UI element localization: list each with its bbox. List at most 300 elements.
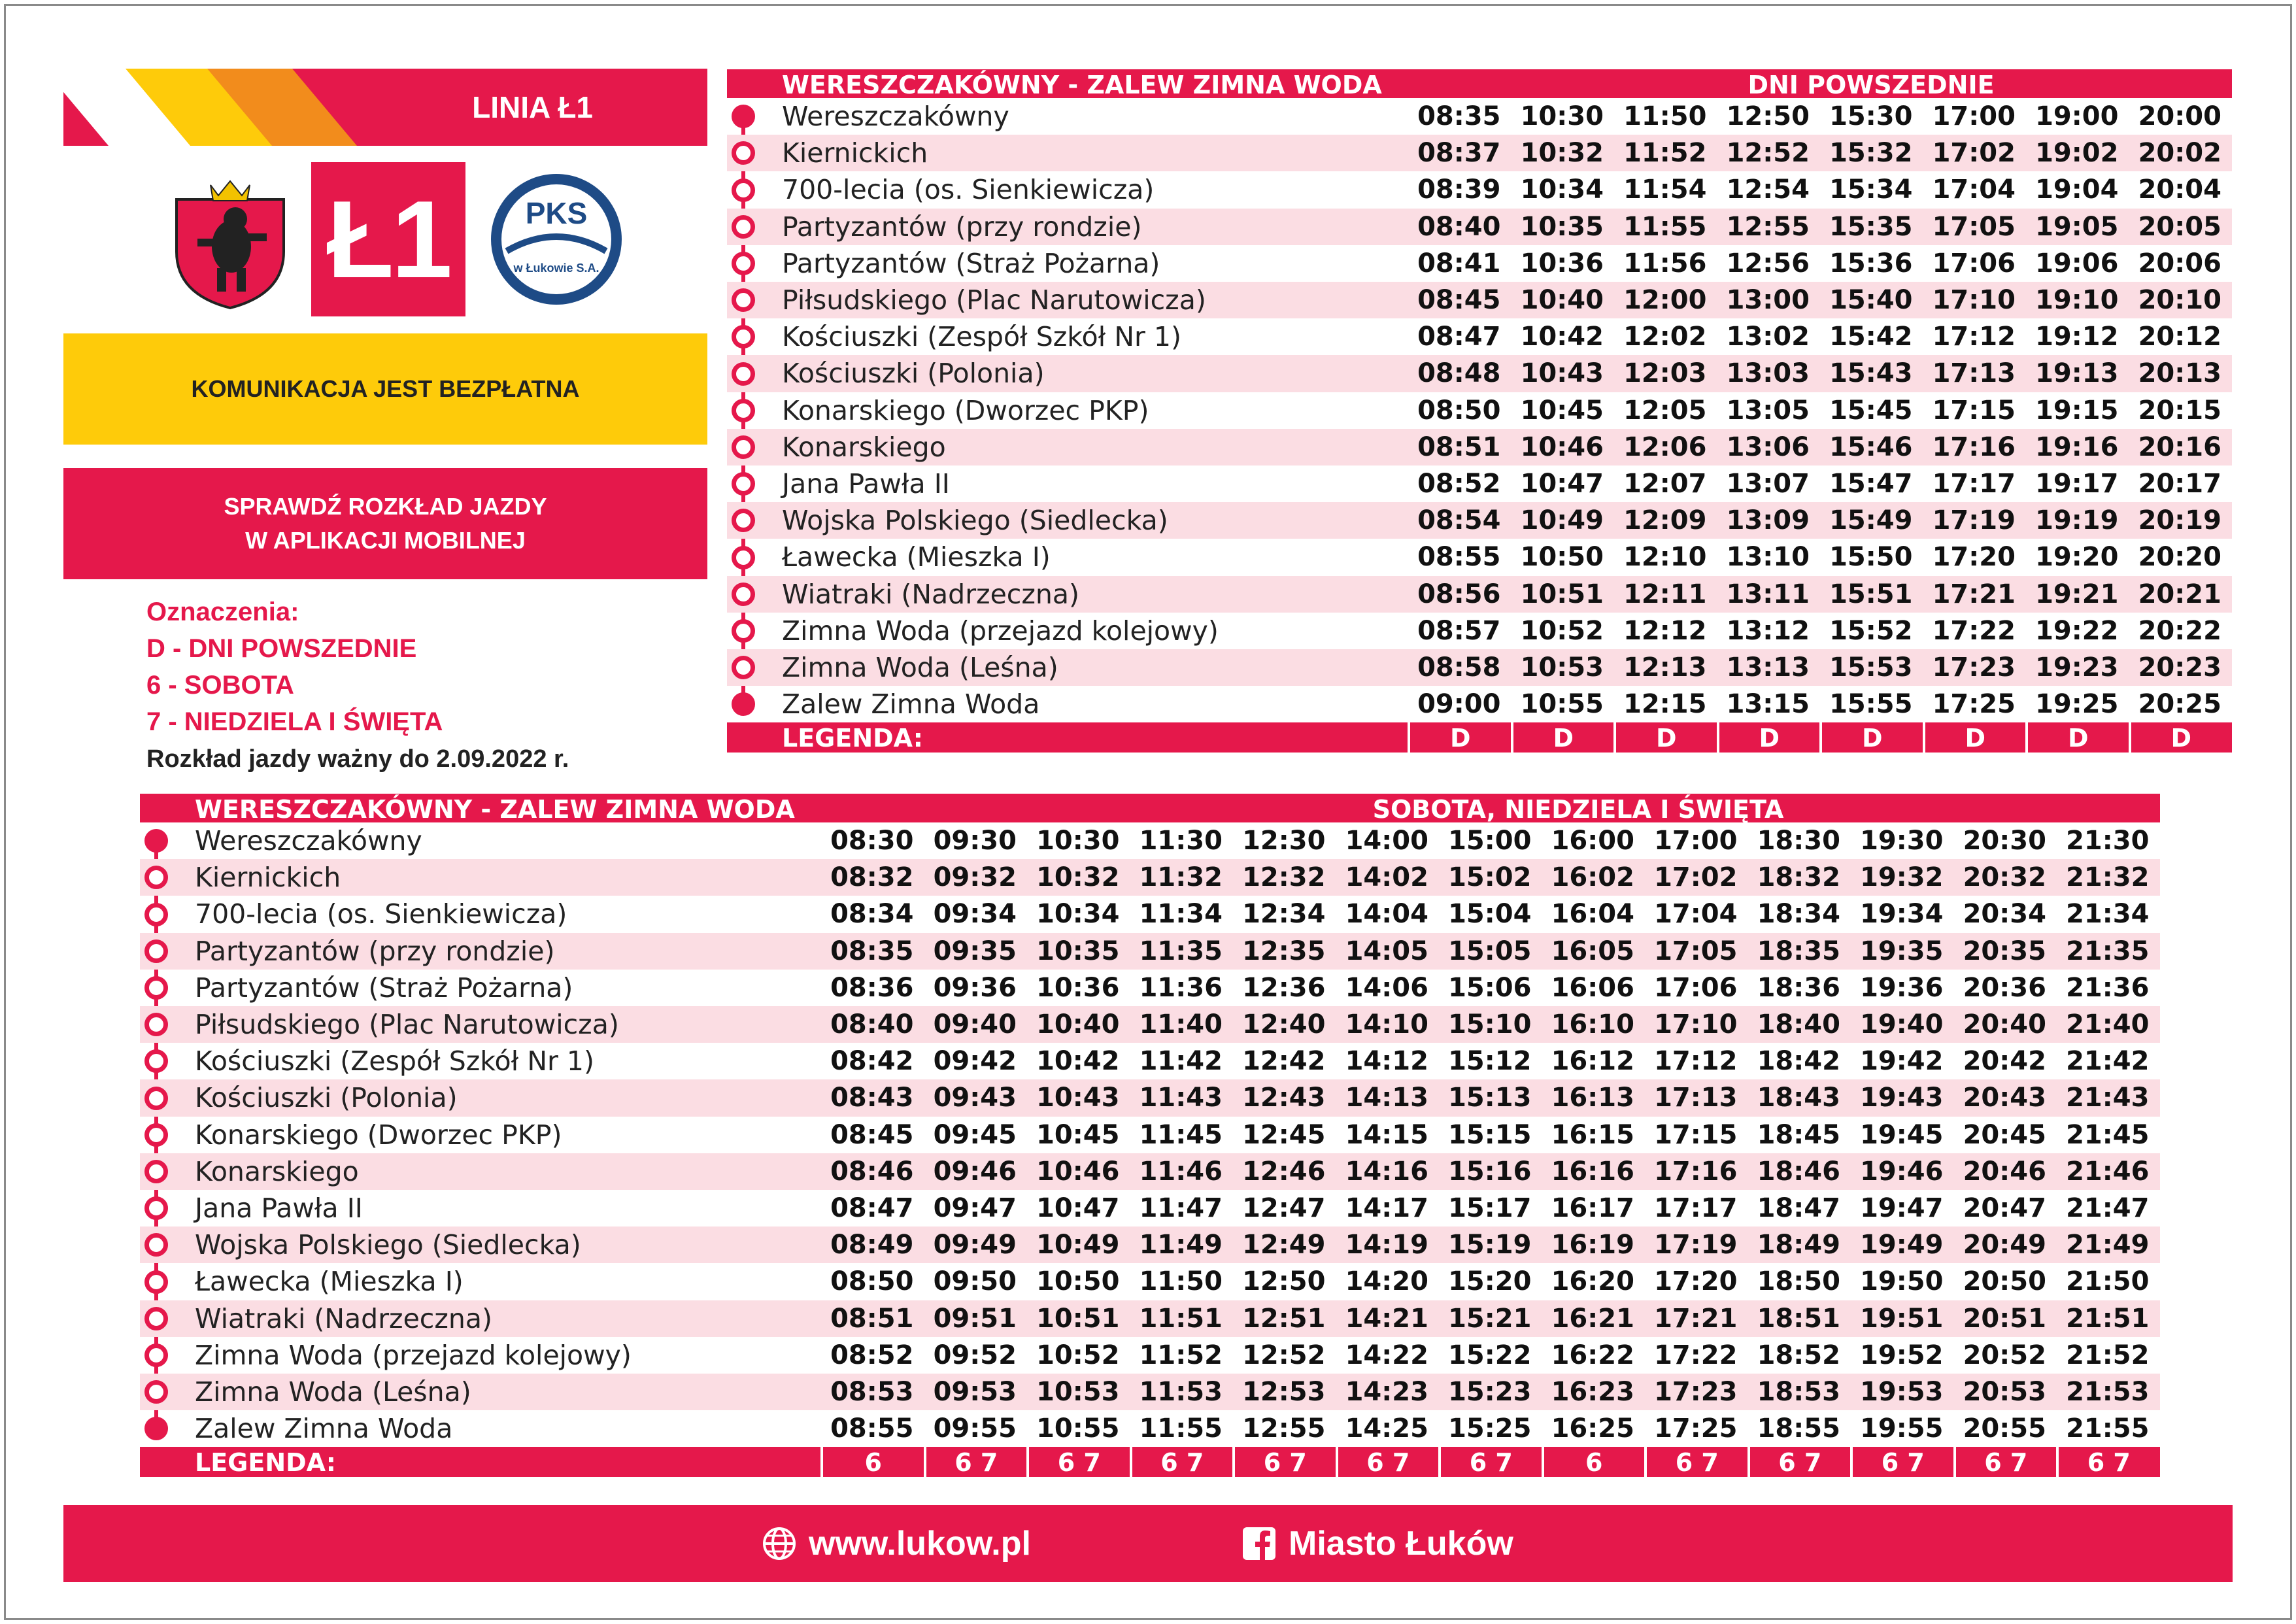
- stop-marker-icon: [144, 903, 168, 926]
- departure-time: 10:53: [1036, 1377, 1120, 1407]
- departure-time: 17:17: [1654, 1193, 1738, 1223]
- departure-time: 19:51: [1860, 1303, 1944, 1334]
- departure-time: 20:13: [2138, 358, 2221, 389]
- departure-time: 17:17: [1932, 469, 2016, 499]
- departure-time: 12:30: [1242, 826, 1326, 856]
- free-notice-box: [63, 333, 707, 445]
- departure-time: 11:49: [1139, 1230, 1223, 1260]
- pks-logo-sub: w Łukowie S.A.: [513, 262, 599, 275]
- departure-time: 14:23: [1345, 1377, 1428, 1407]
- departure-time: 17:13: [1932, 358, 2016, 389]
- departure-time: 20:19: [2138, 505, 2221, 536]
- legend-value: 6 7: [1336, 1447, 1439, 1477]
- departure-time: 19:04: [2035, 175, 2119, 205]
- table-row: [727, 98, 2232, 135]
- facebook-icon: [1241, 1526, 1277, 1561]
- departure-time: 16:06: [1551, 972, 1634, 1003]
- departure-time: 08:45: [830, 1119, 914, 1150]
- departure-time: 13:03: [1726, 358, 1810, 389]
- stop-name: Kiernickich: [782, 137, 928, 169]
- departure-time: 10:36: [1520, 248, 1604, 279]
- departure-time: 21:42: [2066, 1046, 2150, 1077]
- table-row: [727, 318, 2232, 355]
- line-badge: Ł1: [311, 162, 465, 316]
- departure-time: 15:35: [1829, 211, 1913, 242]
- departure-time: 12:46: [1242, 1156, 1326, 1187]
- stop-name: Kościuszki (Polonia): [195, 1082, 458, 1114]
- stop-name: Partyzantów (Straż Pożarna): [782, 247, 1160, 279]
- departure-time: 14:13: [1345, 1083, 1428, 1113]
- departure-time: 08:55: [1417, 542, 1501, 573]
- departure-time: 17:05: [1932, 211, 2016, 242]
- departure-time: 12:34: [1242, 899, 1326, 930]
- departure-time: 09:53: [933, 1377, 1017, 1407]
- departure-time: 19:21: [2035, 579, 2119, 609]
- departure-time: 20:43: [1963, 1083, 2046, 1113]
- stop-name: Kościuszki (Polonia): [782, 358, 1045, 390]
- departure-time: 18:47: [1757, 1193, 1840, 1223]
- departure-time: 10:51: [1520, 579, 1604, 609]
- departure-time: 11:45: [1139, 1119, 1223, 1150]
- stop-marker-icon: [144, 1196, 168, 1220]
- legend-value: 6: [820, 1447, 924, 1477]
- legend-value: D: [1923, 722, 2026, 753]
- departure-time: 14:10: [1345, 1009, 1428, 1040]
- departure-time: 12:09: [1623, 505, 1707, 536]
- departure-time: 19:42: [1860, 1046, 1944, 1077]
- departure-time: 17:05: [1654, 936, 1738, 966]
- departure-time: 10:34: [1520, 175, 1604, 205]
- departure-time: 15:10: [1448, 1009, 1532, 1040]
- departure-time: 12:11: [1623, 579, 1707, 609]
- stop-name: Ławecka (Mieszka I): [782, 541, 1051, 573]
- departure-time: 15:21: [1448, 1303, 1532, 1334]
- departure-time: 15:13: [1448, 1083, 1532, 1113]
- departure-time: 08:39: [1417, 175, 1501, 205]
- stop-marker-icon: [732, 362, 755, 386]
- departure-time: 10:35: [1520, 211, 1604, 242]
- legend-value: 6 7: [1130, 1447, 1233, 1477]
- departure-time: 16:12: [1551, 1046, 1634, 1077]
- departure-time: 10:40: [1520, 285, 1604, 315]
- departure-time: 14:12: [1345, 1046, 1428, 1077]
- departure-time: 18:45: [1757, 1119, 1840, 1150]
- table-row: [140, 1410, 2160, 1447]
- departure-time: 12:06: [1623, 431, 1707, 462]
- departure-time: 13:00: [1726, 285, 1810, 315]
- legend-value: D: [1511, 722, 1614, 753]
- departure-time: 21:55: [2066, 1413, 2150, 1444]
- departure-time: 11:53: [1139, 1377, 1223, 1407]
- departure-time: 11:43: [1139, 1083, 1223, 1113]
- departure-time: 16:17: [1551, 1193, 1634, 1223]
- departure-time: 19:52: [1860, 1340, 1944, 1370]
- departure-time: 17:00: [1654, 826, 1738, 856]
- app-notice-box: [63, 468, 707, 579]
- stop-marker-icon: [144, 1123, 168, 1147]
- departure-time: 16:16: [1551, 1156, 1634, 1187]
- departure-time: 10:50: [1036, 1266, 1120, 1297]
- departure-time: 18:50: [1757, 1266, 1840, 1297]
- departure-time: 08:30: [830, 826, 914, 856]
- departure-time: 08:48: [1417, 358, 1501, 389]
- stop-marker-icon: [732, 215, 755, 239]
- departure-time: 08:50: [1417, 395, 1501, 426]
- table-row: [727, 392, 2232, 429]
- departure-time: 19:35: [1860, 936, 1944, 966]
- line-header: [63, 69, 707, 146]
- departure-time: 10:53: [1520, 652, 1604, 683]
- departure-time: 10:47: [1520, 469, 1604, 499]
- departure-time: 10:42: [1036, 1046, 1120, 1077]
- departure-time: 17:19: [1932, 505, 2016, 536]
- legend-value: 6 7: [924, 1447, 1027, 1477]
- departure-time: 17:19: [1654, 1230, 1738, 1260]
- line-title: LINIA Ł1: [472, 90, 593, 124]
- stop-name: Wiatraki (Nadrzeczna): [782, 578, 1079, 610]
- departure-time: 08:56: [1417, 579, 1501, 609]
- stop-name: Zimna Woda (Leśna): [195, 1376, 471, 1408]
- departure-time: 09:35: [933, 936, 1017, 966]
- stop-marker-icon: [732, 252, 755, 275]
- departure-time: 20:53: [1963, 1377, 2046, 1407]
- departure-time: 19:20: [2035, 542, 2119, 573]
- departure-time: 09:49: [933, 1230, 1017, 1260]
- legend-value: D: [1613, 722, 1717, 753]
- departure-time: 12:55: [1726, 211, 1810, 242]
- departure-time: 12:55: [1242, 1413, 1326, 1444]
- departure-time: 17:04: [1654, 899, 1738, 930]
- departure-time: 13:05: [1726, 395, 1810, 426]
- footer-bar: [63, 1505, 2233, 1582]
- departure-time: 17:21: [1654, 1303, 1738, 1334]
- departure-time: 15:30: [1829, 101, 1913, 131]
- departure-time: 17:23: [1654, 1377, 1738, 1407]
- departure-time: 20:06: [2138, 248, 2221, 279]
- departure-time: 20:16: [2138, 431, 2221, 462]
- departure-time: 10:34: [1036, 899, 1120, 930]
- departure-time: 19:34: [1860, 899, 1944, 930]
- departure-time: 20:20: [2138, 542, 2221, 573]
- departure-time: 08:57: [1417, 615, 1501, 646]
- legend-value: D: [1717, 722, 1820, 753]
- departure-time: 08:54: [1417, 505, 1501, 536]
- legend-value: 6 7: [1644, 1447, 1747, 1477]
- facebook-label: Miasto Łuków: [1289, 1525, 1513, 1563]
- app-notice-line-2: W APLIKACJI MOBILNEJ: [245, 527, 526, 554]
- departure-time: 10:51: [1036, 1303, 1120, 1334]
- departure-time: 12:49: [1242, 1230, 1326, 1260]
- departure-time: 12:56: [1726, 248, 1810, 279]
- departure-time: 17:23: [1932, 652, 2016, 683]
- departure-time: 12:45: [1242, 1119, 1326, 1150]
- departure-time: 08:45: [1417, 285, 1501, 315]
- departure-time: 10:30: [1520, 101, 1604, 131]
- departure-time: 18:51: [1757, 1303, 1840, 1334]
- departure-time: 19:43: [1860, 1083, 1944, 1113]
- departure-time: 20:15: [2138, 395, 2221, 426]
- departure-time: 15:17: [1448, 1193, 1532, 1223]
- departure-time: 15:02: [1448, 862, 1532, 893]
- departure-time: 15:40: [1829, 285, 1913, 315]
- weekday-timetable: [727, 69, 2232, 762]
- departure-time: 19:15: [2035, 395, 2119, 426]
- departure-time: 09:43: [933, 1083, 1017, 1113]
- departure-time: 15:20: [1448, 1266, 1532, 1297]
- pks-logo: [487, 170, 626, 309]
- departure-time: 12:43: [1242, 1083, 1326, 1113]
- departure-time: 13:06: [1726, 431, 1810, 462]
- departure-time: 10:46: [1520, 431, 1604, 462]
- departure-time: 15:51: [1829, 579, 1913, 609]
- departure-time: 14:16: [1345, 1156, 1428, 1187]
- departure-time: 09:45: [933, 1119, 1017, 1150]
- departure-time: 21:51: [2066, 1303, 2150, 1334]
- app-notice-line-1: SPRAWDŹ ROZKŁAD JAZDY: [224, 493, 547, 520]
- departure-time: 08:47: [830, 1193, 914, 1223]
- table-row: [727, 209, 2232, 245]
- route-name: WERESZCZAKÓWNY - ZALEW ZIMNA WODA: [195, 795, 795, 824]
- table-row: [727, 539, 2232, 575]
- departure-time: 11:52: [1623, 138, 1707, 169]
- departure-time: 10:36: [1036, 972, 1120, 1003]
- departure-time: 17:15: [1932, 395, 2016, 426]
- departure-time: 15:52: [1829, 615, 1913, 646]
- departure-time: 15:43: [1829, 358, 1913, 389]
- departure-time: 12:50: [1726, 101, 1810, 131]
- departure-time: 10:30: [1036, 826, 1120, 856]
- departure-time: 09:34: [933, 899, 1017, 930]
- facebook-link[interactable]: [1241, 1505, 1513, 1582]
- departure-time: 19:36: [1860, 972, 1944, 1003]
- stop-name: 700-lecia (os. Sienkiewicza): [782, 174, 1155, 206]
- free-notice: KOMUNIKACJA JEST BEZPŁATNA: [191, 375, 580, 402]
- legend-item: D - DNI POWSZEDNIE: [146, 634, 417, 663]
- stop-marker-icon: [732, 288, 755, 312]
- stop-marker-icon: [732, 472, 755, 496]
- departure-time: 18:49: [1757, 1230, 1840, 1260]
- legend-title: Oznaczenia:: [146, 598, 299, 626]
- departure-time: 15:15: [1448, 1119, 1532, 1150]
- table-row: [140, 1374, 2160, 1410]
- departure-time: 21:40: [2066, 1009, 2150, 1040]
- table-row: [727, 135, 2232, 171]
- departure-time: 15:50: [1829, 542, 1913, 573]
- stop-name: Partyzantów (przy rondzie): [782, 211, 1142, 243]
- legend-value: 6 7: [1026, 1447, 1130, 1477]
- departure-time: 16:10: [1551, 1009, 1634, 1040]
- departure-time: 12:05: [1623, 395, 1707, 426]
- departure-time: 10:49: [1520, 505, 1604, 536]
- departure-time: 09:30: [933, 826, 1017, 856]
- departure-time: 15:53: [1829, 652, 1913, 683]
- departure-time: 08:51: [830, 1303, 914, 1334]
- departure-time: 16:23: [1551, 1377, 1634, 1407]
- departure-time: 08:50: [830, 1266, 914, 1297]
- table-row: [140, 1079, 2160, 1116]
- departure-time: 15:12: [1448, 1046, 1532, 1077]
- departure-time: 20:32: [1963, 862, 2046, 893]
- departure-time: 20:04: [2138, 175, 2221, 205]
- departure-time: 18:55: [1757, 1413, 1840, 1444]
- departure-time: 12:03: [1623, 358, 1707, 389]
- departure-time: 09:47: [933, 1193, 1017, 1223]
- departure-time: 20:00: [2138, 101, 2221, 131]
- legend-label: LEGENDA:: [782, 724, 923, 753]
- departure-time: 20:12: [2138, 322, 2221, 352]
- departure-time: 19:53: [1860, 1377, 1944, 1407]
- departure-time: 12:50: [1242, 1266, 1326, 1297]
- departure-time: 16:13: [1551, 1083, 1634, 1113]
- stop-name: Zalew Zimna Woda: [195, 1413, 453, 1445]
- departure-time: 10:55: [1036, 1413, 1120, 1444]
- departure-time: 13:11: [1726, 579, 1810, 609]
- table-row: [727, 355, 2232, 392]
- departure-time: 14:05: [1345, 936, 1428, 966]
- departure-time: 19:10: [2035, 285, 2119, 315]
- departure-time: 19:16: [2035, 431, 2119, 462]
- departure-time: 20:21: [2138, 579, 2221, 609]
- departure-time: 19:30: [1860, 826, 1944, 856]
- stop-name: Zimna Woda (przejazd kolejowy): [195, 1339, 632, 1371]
- departure-time: 13:13: [1726, 652, 1810, 683]
- stop-name: Zimna Woda (Leśna): [782, 652, 1058, 683]
- stop-name: Kościuszki (Zespół Szkół Nr 1): [195, 1045, 594, 1077]
- departure-time: 18:43: [1757, 1083, 1840, 1113]
- legend-value: 6: [1542, 1447, 1645, 1477]
- route-name: WERESZCZAKÓWNY - ZALEW ZIMNA WODA: [782, 71, 1382, 99]
- departure-time: 19:25: [2035, 689, 2119, 720]
- departure-time: 08:41: [1417, 248, 1501, 279]
- service-days: SOBOTA, NIEDZIELA I ŚWIĘTA: [1372, 795, 1784, 824]
- departure-time: 09:32: [933, 862, 1017, 893]
- departure-time: 11:40: [1139, 1009, 1223, 1040]
- stop-name: Jana Pawła II: [782, 468, 950, 499]
- departure-time: 19:22: [2035, 615, 2119, 646]
- departure-time: 17:00: [1932, 101, 2016, 131]
- departure-time: 20:02: [2138, 138, 2221, 169]
- stop-name: Wereszczakówny: [782, 101, 1009, 132]
- stop-name: Zalew Zimna Woda: [782, 688, 1040, 720]
- departure-time: 21:50: [2066, 1266, 2150, 1297]
- departure-time: 15:16: [1448, 1156, 1532, 1187]
- departure-time: 15:25: [1448, 1413, 1532, 1444]
- departure-time: 10:55: [1520, 689, 1604, 720]
- departure-time: 11:51: [1139, 1303, 1223, 1334]
- departure-time: 15:32: [1829, 138, 1913, 169]
- departure-time: 17:25: [1932, 689, 2016, 720]
- departure-time: 19:17: [2035, 469, 2119, 499]
- departure-time: 17:16: [1654, 1156, 1738, 1187]
- table-row: [140, 1117, 2160, 1153]
- website-link[interactable]: [762, 1505, 1031, 1582]
- departure-time: 09:00: [1417, 689, 1501, 720]
- departure-time: 11:32: [1139, 862, 1223, 893]
- table-row: [727, 686, 2232, 722]
- departure-time: 19:32: [1860, 862, 1944, 893]
- departure-time: 20:46: [1963, 1156, 2046, 1187]
- departure-time: 08:32: [830, 862, 914, 893]
- departure-time: 12:54: [1726, 175, 1810, 205]
- departure-time: 18:35: [1757, 936, 1840, 966]
- departure-time: 20:40: [1963, 1009, 2046, 1040]
- departure-time: 16:25: [1551, 1413, 1634, 1444]
- stop-name: Konarskiego: [195, 1155, 359, 1187]
- legend-value: 6 7: [1232, 1447, 1336, 1477]
- stop-name: Piłsudskiego (Plac Narutowicza): [195, 1009, 619, 1040]
- departure-time: 15:49: [1829, 505, 1913, 536]
- departure-time: 12:10: [1623, 542, 1707, 573]
- departure-time: 14:21: [1345, 1303, 1428, 1334]
- service-days: DNI POWSZEDNIE: [1747, 71, 1995, 99]
- departure-time: 20:35: [1963, 936, 2046, 966]
- table-row: [140, 970, 2160, 1006]
- departure-time: 11:42: [1139, 1046, 1223, 1077]
- stop-name: Piłsudskiego (Plac Narutowicza): [782, 284, 1206, 316]
- departure-time: 11:47: [1139, 1193, 1223, 1223]
- departure-time: 17:25: [1654, 1413, 1738, 1444]
- departure-time: 16:00: [1551, 826, 1634, 856]
- departure-time: 12:52: [1242, 1340, 1326, 1370]
- departure-time: 19:06: [2035, 248, 2119, 279]
- departure-time: 15:00: [1448, 826, 1532, 856]
- departure-time: 17:13: [1654, 1083, 1738, 1113]
- departure-time: 15:55: [1829, 689, 1913, 720]
- departure-time: 11:50: [1139, 1266, 1223, 1297]
- departure-time: 19:02: [2035, 138, 2119, 169]
- departure-time: 15:04: [1448, 899, 1532, 930]
- table-row: [727, 282, 2232, 318]
- departure-time: 20:47: [1963, 1193, 2046, 1223]
- departure-time: 12:51: [1242, 1303, 1326, 1334]
- departure-time: 10:49: [1036, 1230, 1120, 1260]
- departure-time: 12:52: [1726, 138, 1810, 169]
- departure-time: 17:10: [1932, 285, 2016, 315]
- table-row: [140, 1263, 2160, 1300]
- departure-time: 16:20: [1551, 1266, 1634, 1297]
- departure-time: 16:02: [1551, 862, 1634, 893]
- departure-time: 10:46: [1036, 1156, 1120, 1187]
- departure-time: 12:36: [1242, 972, 1326, 1003]
- stop-marker-icon: [144, 939, 168, 963]
- departure-time: 14:25: [1345, 1413, 1428, 1444]
- departure-time: 10:45: [1520, 395, 1604, 426]
- departure-time: 19:19: [2035, 505, 2119, 536]
- departure-time: 13:12: [1726, 615, 1810, 646]
- departure-time: 14:02: [1345, 862, 1428, 893]
- departure-time: 18:34: [1757, 899, 1840, 930]
- departure-time: 09:52: [933, 1340, 1017, 1370]
- departure-time: 16:15: [1551, 1119, 1634, 1150]
- departure-time: 11:54: [1623, 175, 1707, 205]
- departure-time: 13:07: [1726, 469, 1810, 499]
- legend-value: 6 7: [1953, 1447, 2057, 1477]
- departure-time: 13:15: [1726, 689, 1810, 720]
- departure-time: 10:35: [1036, 936, 1120, 966]
- departure-time: 12:07: [1623, 469, 1707, 499]
- departure-time: 11:55: [1139, 1413, 1223, 1444]
- departure-time: 15:06: [1448, 972, 1532, 1003]
- departure-time: 21:53: [2066, 1377, 2150, 1407]
- departure-time: 12:02: [1623, 322, 1707, 352]
- departure-time: 14:15: [1345, 1119, 1428, 1150]
- departure-time: 20:36: [1963, 972, 2046, 1003]
- departure-time: 19:45: [1860, 1119, 1944, 1150]
- legend-value: 6 7: [1850, 1447, 1953, 1477]
- departure-time: 20:25: [2138, 689, 2221, 720]
- stop-name: Jana Pawła II: [195, 1193, 363, 1224]
- stop-marker-icon: [144, 1013, 168, 1036]
